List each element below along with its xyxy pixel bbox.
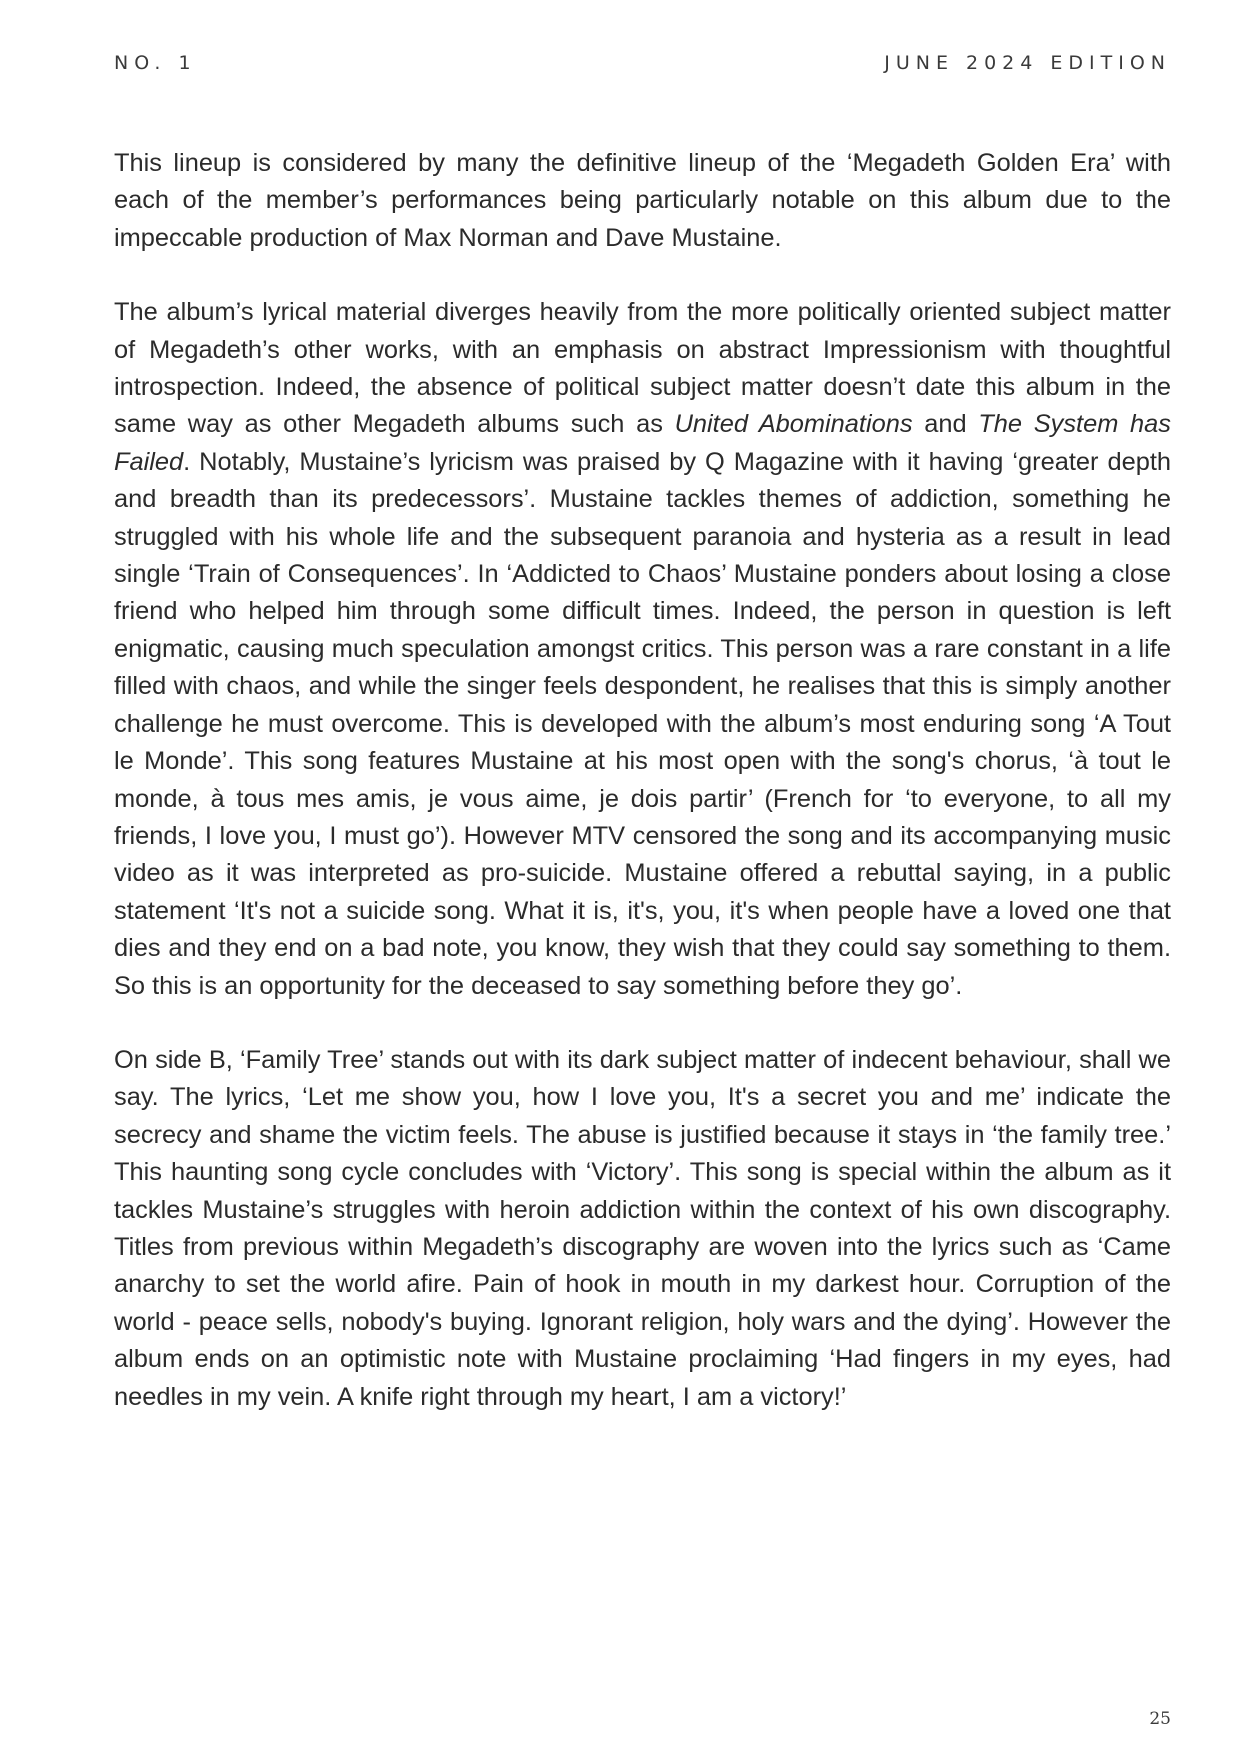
issue-number: NO. 1 <box>114 52 197 74</box>
page-number: 25 <box>1149 1709 1171 1729</box>
paragraph-lineup: This lineup is considered by many the definitive lineup of the ‘Megadeth Golden Era’ with each of the member’s performances being particularly notable on this album due to the impeccable production of Max Norman and Dave Mustaine. <box>114 149 1171 252</box>
article-body <box>114 145 1171 1416</box>
album-title-system-has-failed: The System has Failed <box>114 410 1171 476</box>
paragraph-side-b: On side B, ‘Family Tree’ stands out with its dark subject matter of indecent behaviour, shall we say. The lyrics, ‘Let me show you, how I love you, It's a secret you and me’ indicate the secrecy and shame the victim feels. The abuse is justified because it stays in ‘the family tree.’ This haunting song cycle concludes with ‘Victory’. This song is special within the album as it tackles Mustaine’s struggles with heroin addiction within the context of his own discography. Titles from previous within Megadeth’s discography are woven into the lyrics such as ‘Came anarchy to set the world afire. Pain of hook in mouth in my darkest hour. Corruption of the world - peace sells, nobody's buying. Ignorant religion, holy wars and the dying’. However the album ends on an optimistic note with Mustaine proclaiming ‘Had fingers in my eyes, had needles in my vein. A knife right through my heart, I am a victory!’ <box>114 1045 1171 1411</box>
album-title-united-abominations: United Abominations <box>674 410 913 439</box>
paragraph-text: and <box>912 410 979 439</box>
edition-label: JUNE 2024 EDITION <box>884 52 1171 74</box>
paragraph-text: . Notably, Mustaine’s lyricism was praised by Q Magazine with it having ‘greater depth and breadth than its predecessors’. Mustaine tackles themes of addiction, something he struggled with his whole life and the subsequent paranoia and hysteria as a result in lead single ‘Train of Consequences’. In ‘Addicted to Chaos’ Mustaine ponders about losing a close friend who helped him through some difficult times. Indeed, the person in question is left enigmatic, causing much speculation amongst critics. This person was a rare constant in a life filled with chaos, and while the singer feels despondent, he realises that this is simply another challenge he must overcome. This is developed with the album’s most enduring song ‘A Tout le Monde’. This song features Mustaine at his most open with the song's chorus, ‘à tout le monde, à tous mes amis, je vous aime, je dois partir’ (French for ‘to everyone, to all my friends, I love you, I must go’). However MTV censored the song and its accompanying music video as it was interpreted as pro-suicide. Mustaine offered a rebuttal saying, in a public statement ‘It's not a suicide song. What it is, it's, you, it's when people have a loved one that dies and they end on a bad note, you know, they wish that they could say something to them. So this is an opportunity for the deceased to say something before they go’. <box>114 447 1171 1000</box>
page-header <box>114 52 1171 82</box>
paragraph-lyrical-material <box>114 294 1171 1005</box>
paragraph-text: The album’s lyrical material diverges heavily from the more politically oriented subject matter of Megadeth’s other works, with an emphasis on abstract Impressionism with thoughtful introspection. Indeed, the absence of political subject matter doesn’t date this album in the same way as other Megadeth albums such as <box>114 298 1171 439</box>
